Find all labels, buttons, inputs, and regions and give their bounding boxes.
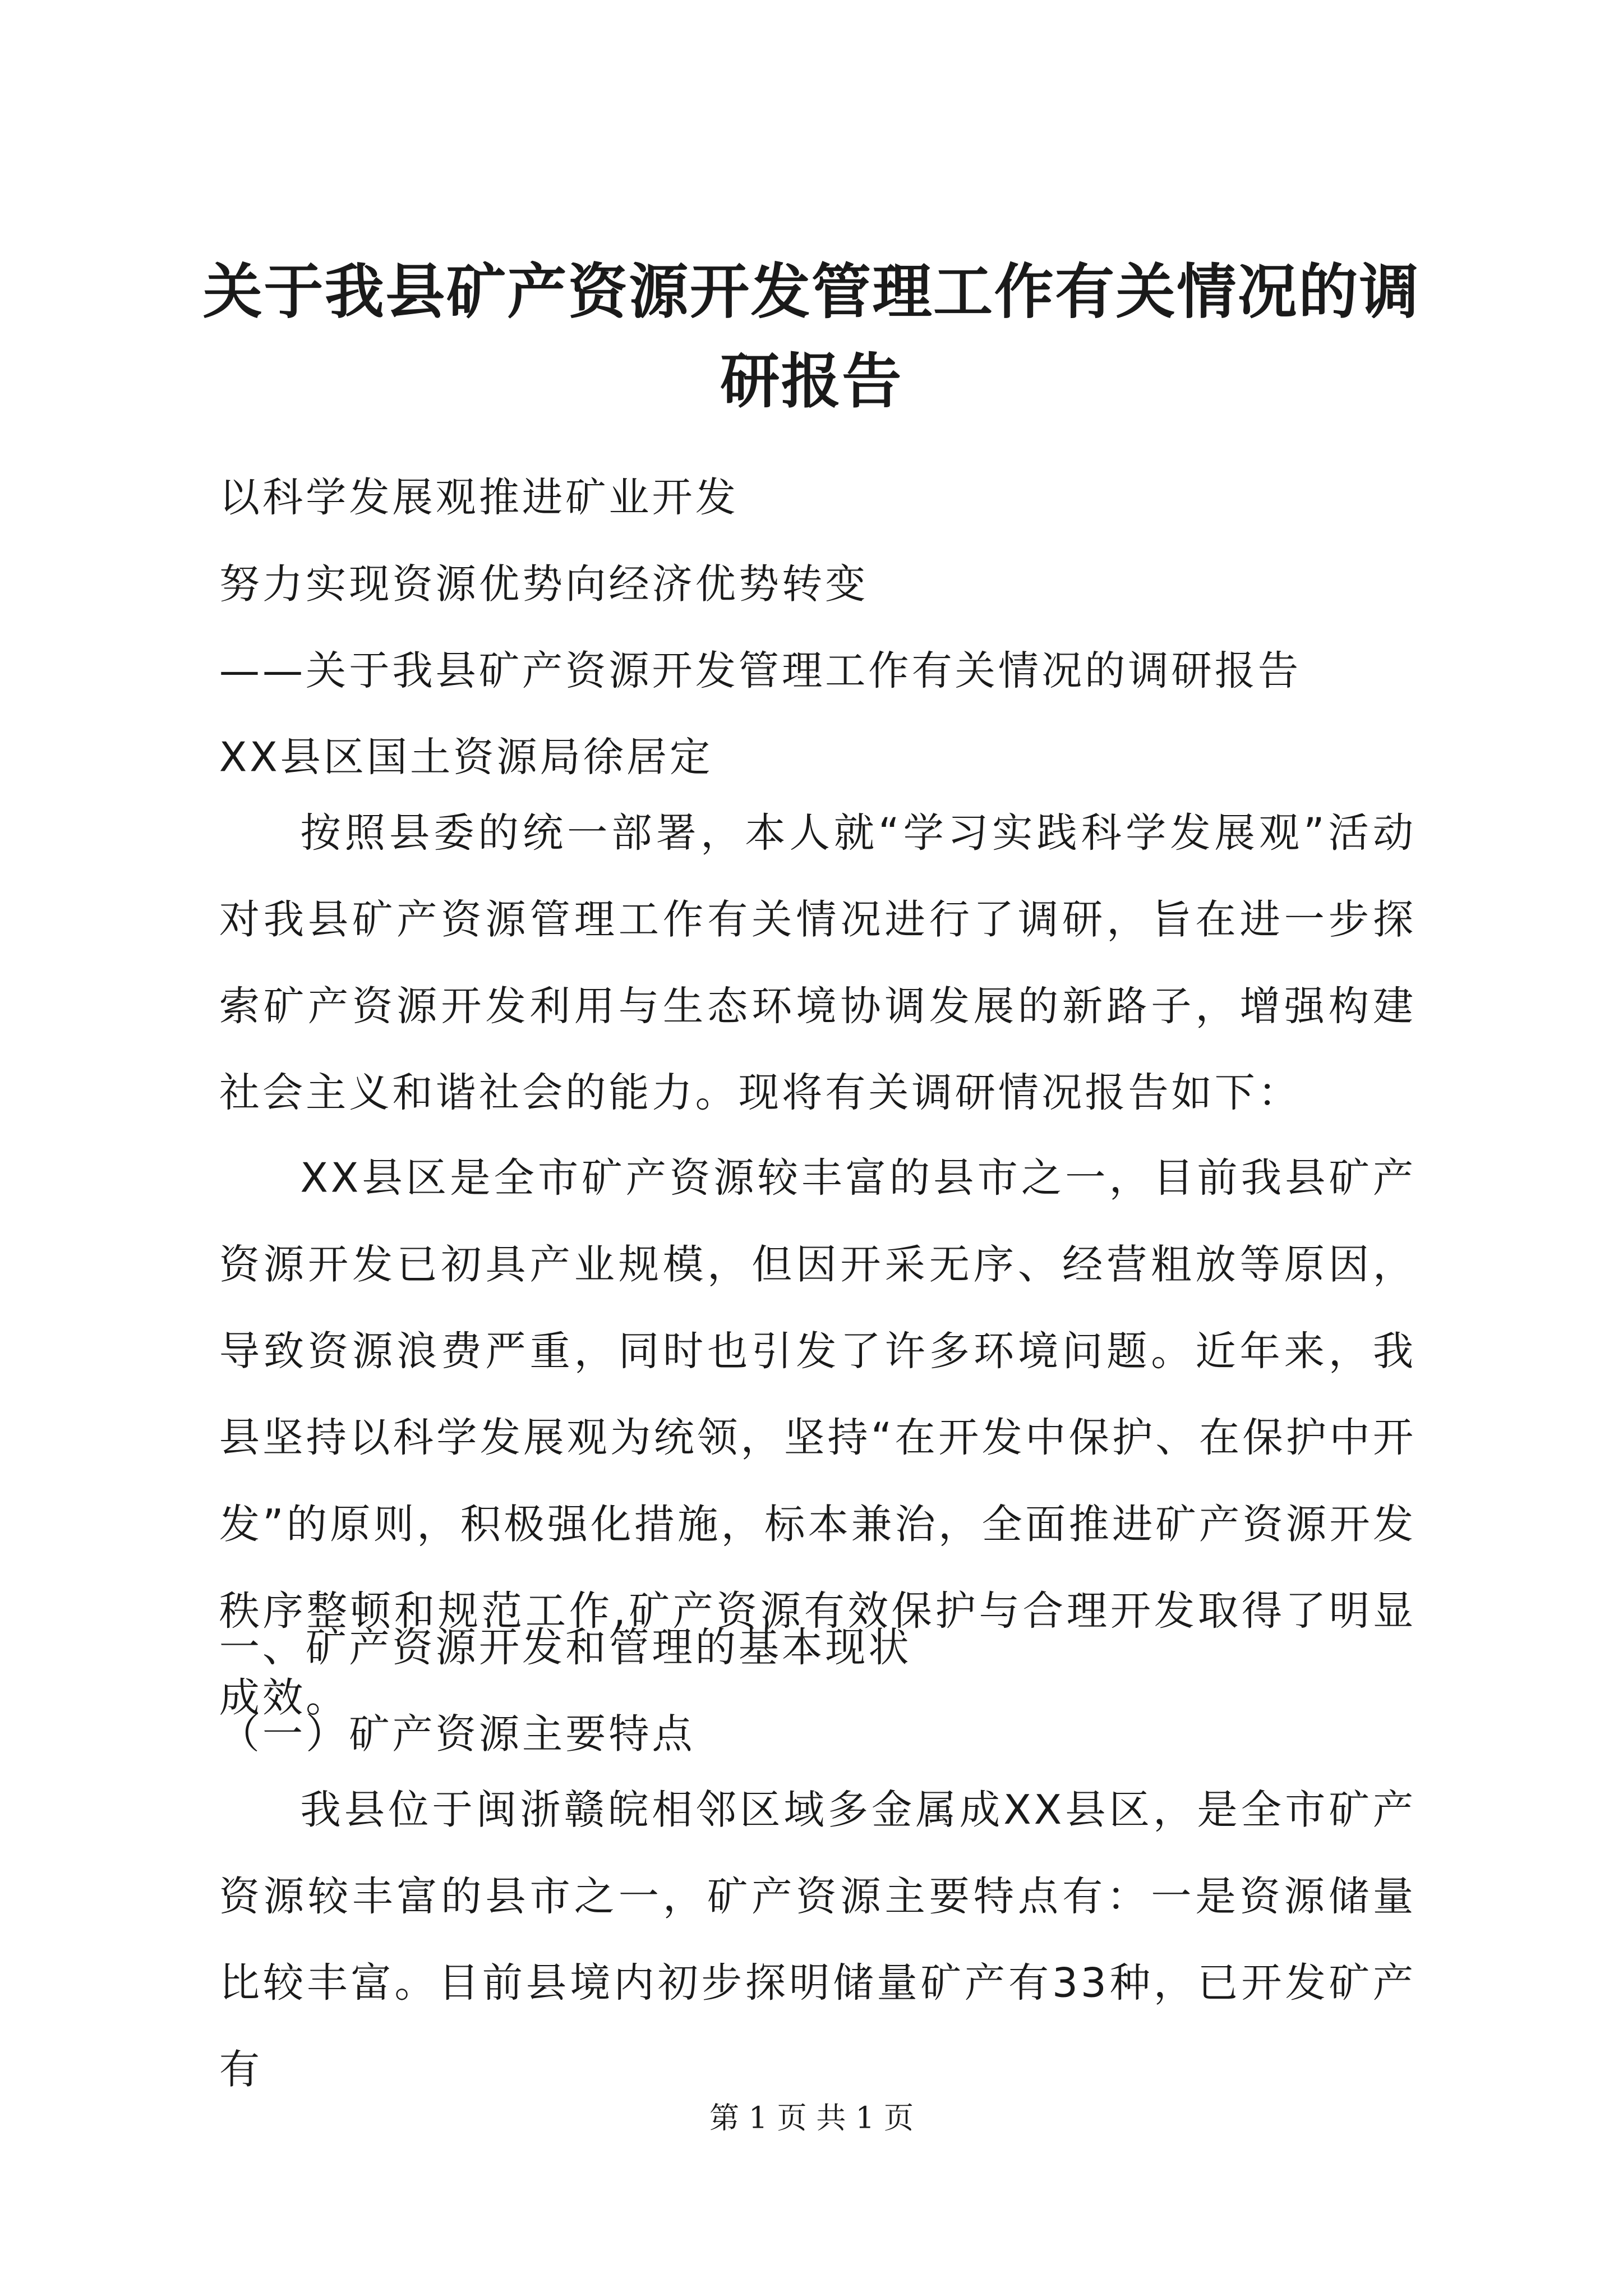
page-footer: 第 1 页 共 1 页 <box>709 2102 914 2137</box>
title-line-2: 研报告 <box>720 347 903 417</box>
paragraph-background: XX县区是全市矿产资源较丰富的县市之一，目前我县矿产资源开发已初具产业规模，但因开采无序、经营粗放等原因，导致资源浪费严重，同时也引发了许多环境问题。近年来，我县坚持以科学发展观为统领，坚持“在开发中保护、在保护中开发”的原则，积极强化措施，标本兼治，全面推进矿产资源开发秩序整顿和规范工作,矿产资源有效保护与合理开发取得了明显成效。 <box>219 1155 1417 1723</box>
author-line: XX县区国土资源局徐居定 <box>219 734 713 782</box>
subtitle-2: 努力实现资源优势向经济优势转变 <box>219 561 869 609</box>
paragraph-features: 我县位于闽浙赣皖相邻区域多金属成XX县区，是全市矿产资源较丰富的县市之一，矿产资源主要特点有：一是资源储量比较丰富。目前县境内初步探明储量矿产有33种，已开发矿产有 <box>219 1787 1417 2095</box>
page-title <box>81 249 1542 427</box>
subtitle-1: 以科学发展观推进矿业开发 <box>219 475 739 522</box>
section-heading-2: （一）矿产资源主要特点 <box>219 1711 695 1759</box>
paragraph-intro: 按照县委的统一部署，本人就“学习实践科学发展观”活动对我县矿产资源管理工作有关情况进行了调研，旨在进一步探索矿产资源开发利用与生态环境协调发展的新路子，增强构建社会主义和谐社会的能力。现将有关调研情况报告如下： <box>219 810 1417 1118</box>
subtitle-3: ——关于我县矿产资源开发管理工作有关情况的调研报告 <box>219 648 1302 696</box>
title-line-1: 关于我县矿产资源开发管理工作有关情况的调 <box>202 258 1421 328</box>
section-heading-1: 一、矿产资源开发和管理的基本现状 <box>219 1625 912 1672</box>
